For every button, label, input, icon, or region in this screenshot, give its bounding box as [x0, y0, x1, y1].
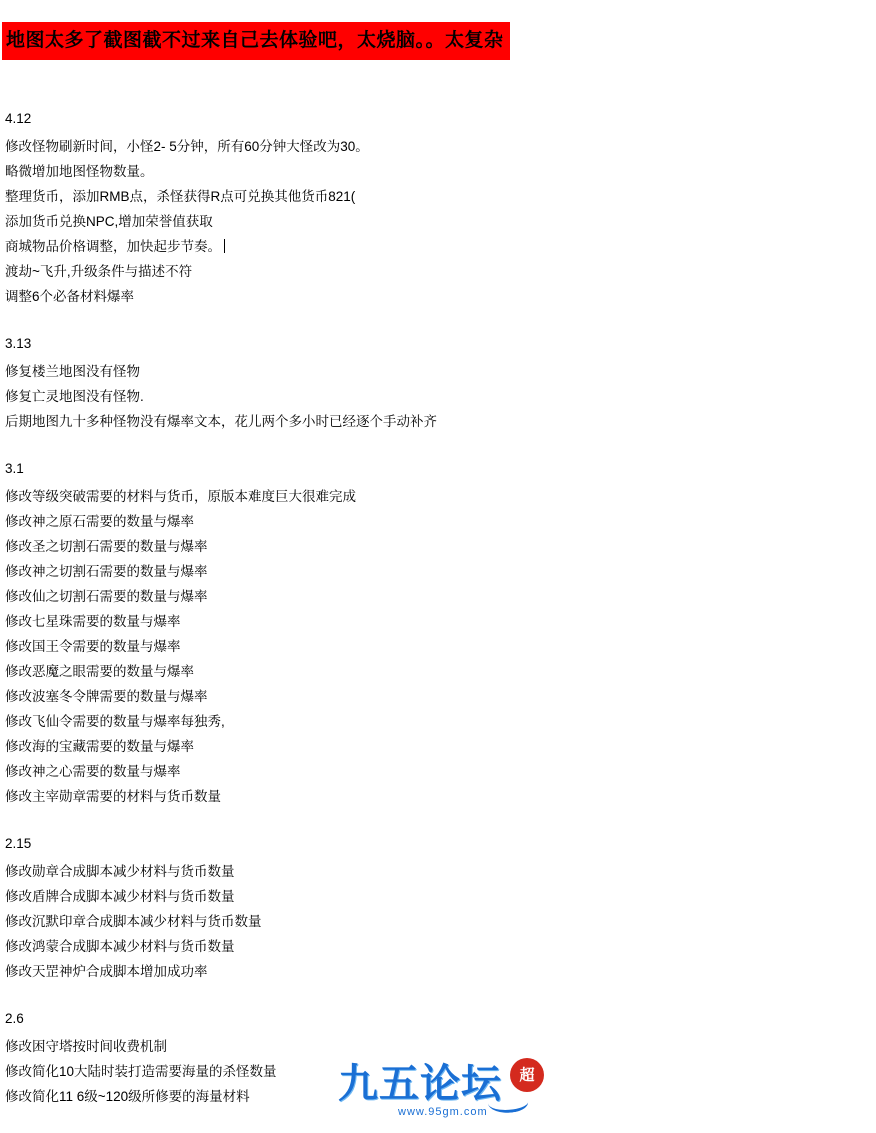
changelog-line: 修改沉默印章合成脚本减少材料与货币数量 [5, 914, 262, 929]
changelog-section [5, 331, 876, 434]
changelog-line: 修改勋章合成脚本减少材料与货币数量 [5, 864, 235, 879]
changelog-line-text: 商城物品价格调整，加快起步节奏。 [5, 239, 221, 254]
changelog-line: 修改困守塔按时间收费机制 [5, 1039, 167, 1054]
changelog-line: 修改波塞冬令牌需要的数量与爆率 [5, 689, 208, 704]
changelog-line: 修改神之心需要的数量与爆率 [5, 764, 181, 779]
text-cursor [224, 239, 225, 253]
changelog-line-with-caret [5, 234, 876, 259]
version-label: 2.6 [5, 1011, 24, 1026]
version-label: 2.15 [5, 836, 32, 851]
changelog-line: 渡劫~飞升,升级条件与描述不符 [5, 264, 193, 279]
changelog-line: 修改仙之切割石需要的数量与爆率 [5, 589, 208, 604]
changelog-line: 修改神之原石需要的数量与爆率 [5, 514, 194, 529]
version-label: 4.12 [5, 111, 32, 126]
changelog-line: 修改海的宝藏需要的数量与爆率 [5, 739, 194, 754]
changelog-line: 修改圣之切割石需要的数量与爆率 [5, 539, 208, 554]
changelog-section [5, 456, 876, 809]
changelog-line: 修改简化10大陆时装打造需要海量的杀怪数量 [5, 1064, 277, 1079]
changelog-line: 修改怪物刷新时间，小怪2- 5分钟，所有60分钟大怪改为30。 [5, 139, 369, 154]
changelog-line: 修改神之切割石需要的数量与爆率 [5, 564, 208, 579]
watermark-title: 九五论坛 [338, 1060, 502, 1107]
changelog-line: 整理货币，添加RMB点，杀怪获得R点可兑换其他货币821( [5, 189, 356, 204]
changelog-section [5, 106, 876, 309]
changelog-content [0, 106, 876, 1109]
changelog-line: 修改盾牌合成脚本减少材料与货币数量 [5, 889, 235, 904]
changelog-line: 修改飞仙令需要的数量与爆率每独秀, [5, 714, 225, 729]
changelog-line: 修复楼兰地图没有怪物 [5, 364, 140, 379]
version-label: 3.13 [5, 336, 32, 351]
changelog-line: 修改等级突破需要的材料与货币，原版本难度巨大很难完成 [5, 489, 356, 504]
changelog-line: 修改简化11 6级~120级所修要的海量材料 [5, 1089, 250, 1104]
changelog-line: 修改天罡神炉合成脚本增加成功率 [5, 964, 208, 979]
changelog-line: 修改七星珠需要的数量与爆率 [5, 614, 181, 629]
changelog-line: 略微增加地图怪物数量。 [5, 164, 154, 179]
changelog-line: 修改国王令需要的数量与爆率 [5, 639, 181, 654]
badge-icon: 超 [510, 1058, 544, 1092]
changelog-line: 调整6个必备材料爆率 [5, 289, 135, 304]
version-label: 3.1 [5, 461, 24, 476]
changelog-section [5, 831, 876, 984]
changelog-line: 修改主宰勋章需要的材料与货币数量 [5, 789, 221, 804]
changelog-line: 后期地图九十多种怪物没有爆率文本，花儿两个多小时已经逐个手动补齐 [5, 414, 437, 429]
watermark-url: www.95gm.com [398, 1106, 488, 1118]
banner-notice: 地图太多了截图截不过来自己去体验吧，太烧脑。。太复杂 [2, 22, 510, 60]
changelog-line: 修改鸿蒙合成脚本减少材料与货币数量 [5, 939, 235, 954]
changelog-line: 添加货币兑换NPC,增加荣誉值获取 [5, 214, 213, 229]
changelog-section [5, 1006, 876, 1109]
changelog-line: 修复亡灵地图没有怪物. [5, 389, 144, 404]
changelog-line: 修改恶魔之眼需要的数量与爆率 [5, 664, 194, 679]
